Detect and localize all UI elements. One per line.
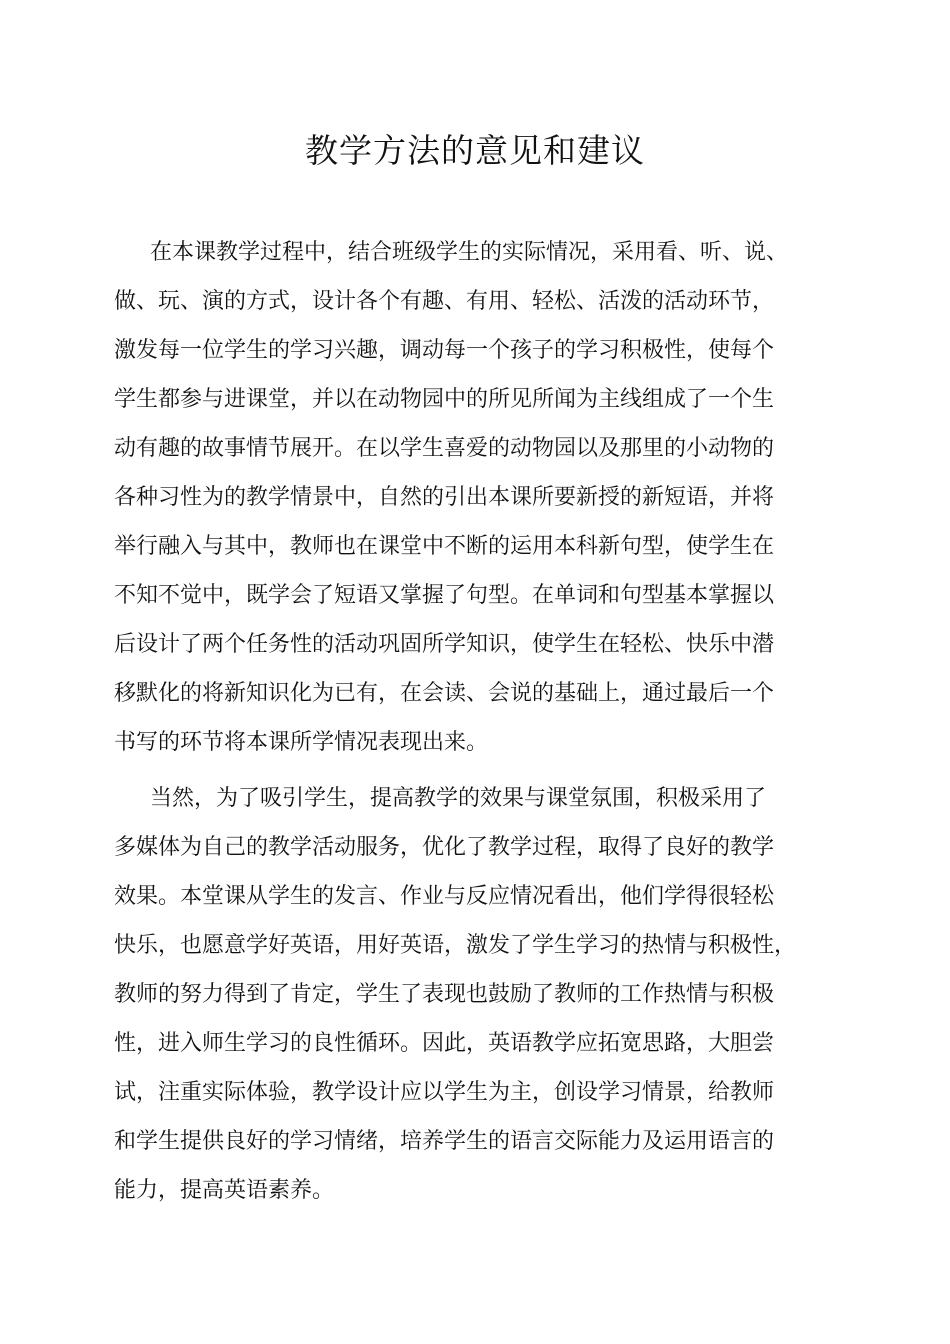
document-title: 教学方法的意见和建议 (305, 131, 645, 170)
paragraph-line: 动有趣的故事情节展开。在以学生喜爱的动物园以及那里的小动物的 (114, 436, 775, 461)
paragraph-line: 性，进入师生学习的良性循环。因此，英语教学应拓宽思路，大胆尝 (114, 1031, 775, 1056)
paragraph-line: 做、玩、演的方式，设计各个有趣、有用、轻松、活泼的活动环节， (114, 289, 775, 314)
paragraph-line: 当然，为了吸引学生，提高教学的效果与课堂氛围，积极采用了 (150, 786, 767, 811)
paragraph-line: 举行融入与其中，教师也在课堂中不断的运用本科新句型，使学生在 (114, 534, 775, 559)
paragraph-line: 试，注重实际体验，教学设计应以学生为主，创设学习情景，给教师 (114, 1080, 775, 1105)
paragraph-line: 快乐，也愿意学好英语，用好英语，激发了学生学习的热情与积极性， (114, 933, 797, 958)
paragraph-line: 激发每一位学生的学习兴趣，调动每一个孩子的学习积极性，使每个 (114, 338, 775, 363)
paragraph-2 (114, 774, 844, 1215)
paragraph-line: 和学生提供良好的学习情绪，培养学生的语言交际能力及运用语言的 (114, 1129, 775, 1154)
paragraph-1 (114, 228, 844, 767)
paragraph-line: 学生都参与进课堂，并以在动物园中的所见所闻为主线组成了一个生 (114, 387, 775, 412)
paragraph-line: 能力，提高英语素养。 (114, 1178, 335, 1203)
paragraph-line: 多媒体为自己的教学活动服务，优化了教学过程，取得了良好的教学 (114, 835, 775, 860)
paragraph-line: 效果。本堂课从学生的发言、作业与反应情况看出，他们学得很轻松 (114, 884, 775, 909)
paragraph-line: 教师的努力得到了肯定，学生了表现也鼓励了教师的工作热情与积极 (114, 982, 775, 1007)
paragraph-line: 各种习性为的教学情景中，自然的引出本课所要新授的新短语，并将 (114, 485, 775, 510)
paragraph-line: 书写的环节将本课所学情况表现出来。 (114, 730, 489, 755)
paragraph-line: 后设计了两个任务性的活动巩固所学知识，使学生在轻松、快乐中潜 (114, 632, 775, 657)
paragraph-line: 在本课教学过程中，结合班级学生的实际情况，采用看、听、说、 (150, 240, 789, 265)
paragraph-line: 不知不觉中，既学会了短语又掌握了句型。在单词和句型基本掌握以 (114, 583, 775, 608)
paragraph-line: 移默化的将新知识化为已有，在会读、会说的基础上，通过最后一个 (114, 681, 775, 706)
